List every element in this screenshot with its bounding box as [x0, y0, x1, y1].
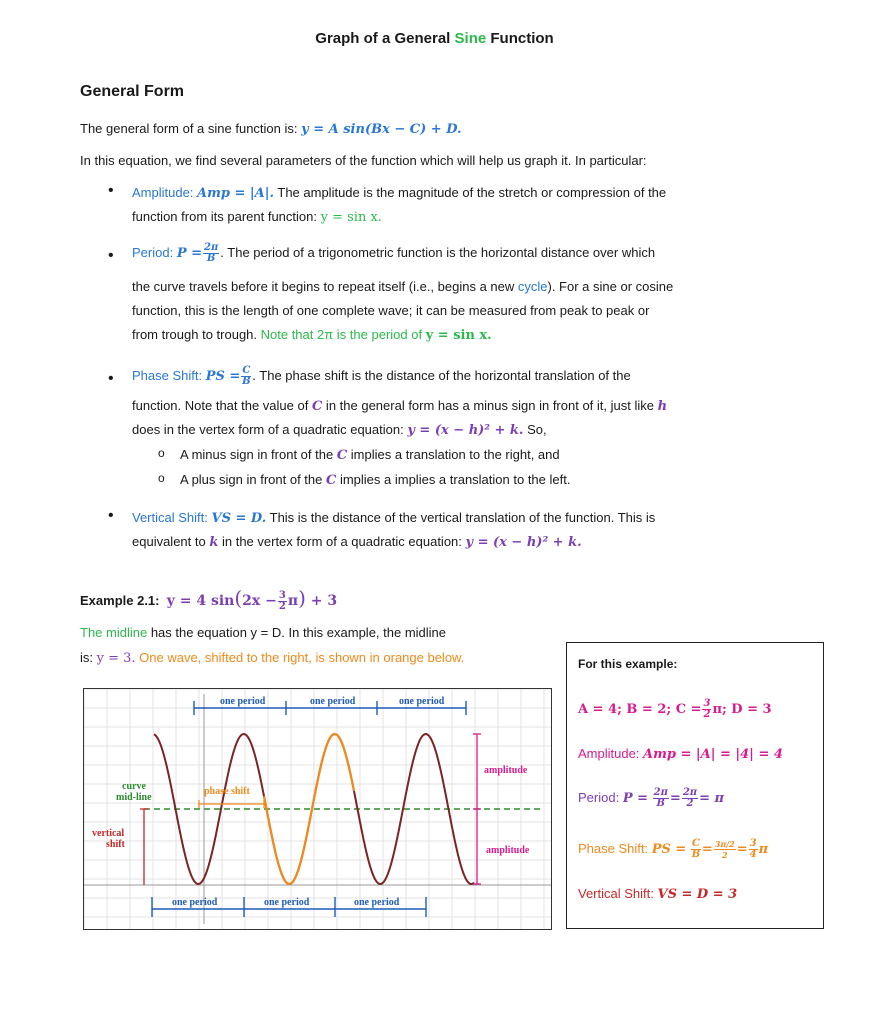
example-eq-d: + 3 — [310, 593, 338, 609]
box-per-frac1 — [653, 788, 669, 809]
vertical-k: k — [209, 535, 219, 550]
amplitude-text: The amplitude is the magnitude of the stretch or compression of the — [274, 185, 667, 200]
general-form-text: The general form of a sine function is: — [80, 121, 302, 136]
box-per-n1: 2π — [653, 787, 668, 798]
box-ps-res: π — [758, 841, 769, 857]
period-label: Period: — [132, 244, 177, 260]
period-label-bottom-2: one period — [264, 897, 310, 908]
period-den: B — [206, 253, 216, 264]
box-vs-label: Vertical Shift: — [578, 886, 658, 901]
box-amplitude — [578, 746, 783, 762]
phase-c: C — [311, 399, 323, 414]
example-eq-b: 2x − — [242, 593, 277, 609]
example-eq-den: 2 — [278, 600, 286, 612]
box-ps-d2: 2 — [721, 850, 728, 860]
phase-text-3b: So, — [523, 422, 547, 437]
box-amp-math: Amp = |A| = |4| = 4 — [643, 747, 783, 762]
midline-line-2 — [80, 650, 464, 666]
phase-sub1-a: A minus sign in front of the — [180, 447, 337, 462]
midline-a: The — [80, 625, 107, 640]
amplitude-line-2 — [132, 209, 382, 225]
sub-bullet: o — [158, 446, 165, 460]
amplitude-parent-text: function from its parent function: — [132, 209, 321, 224]
box-ps-d1: B — [691, 849, 701, 860]
phase-den: B — [242, 376, 251, 387]
period-fraction — [203, 243, 219, 264]
amplitude-formula: Amp = |A|. — [197, 186, 274, 201]
graph-svg — [84, 689, 551, 929]
box-values-den: 2 — [703, 709, 711, 720]
example-line — [80, 586, 337, 612]
phase-shift-line — [132, 366, 631, 387]
box-vs-math: VS = D = 3 — [657, 887, 738, 902]
period-formula: P = — [176, 245, 203, 261]
bullet-dot: • — [108, 507, 114, 524]
amplitude-label-lower: amplitude — [486, 845, 530, 856]
box-period — [578, 788, 724, 809]
box-per-d1: B — [656, 798, 665, 809]
box-ps-p: PS = — [651, 841, 687, 857]
phase-sub-1 — [180, 447, 560, 463]
period-label-bottom-3: one period — [354, 897, 400, 908]
title-sine: Sine — [454, 30, 487, 47]
sub-bullet: o — [158, 471, 165, 485]
vertical-shift-line-2 — [132, 534, 582, 550]
box-values-b: π; D = 3 — [712, 701, 772, 717]
period-text-2a: the curve travels before it begins to repeat itself (i.e., begins a new — [132, 279, 518, 294]
example-summary-box — [566, 642, 824, 929]
period-line-2 — [132, 279, 673, 294]
parameters-intro: In this equation, we find several parameters of the function which will help us graph it. In particular: — [80, 153, 647, 168]
phase-text-3a: does in the vertex form of a quadratic equation: — [132, 422, 408, 437]
example-label: Example 2.1: — [80, 593, 160, 608]
box-phase-shift: Phase Shift: PS = $\frac{C}{B}$ = $\frac{3\pi/2}{2}$ = $\frac{3}{4}$ π — [578, 838, 769, 860]
box-values-fraction — [702, 699, 711, 720]
box-ps-frac3 — [749, 839, 758, 860]
phase-shift-label: Phase Shift: — [132, 367, 206, 383]
period-note-equation: y = sin x. — [425, 328, 492, 343]
box-values-a: A = 4; B = 2; C = — [578, 701, 702, 717]
box-ps-d3: 4 — [749, 849, 757, 860]
general-form-heading: General Form — [80, 83, 185, 100]
phase-h: h — [657, 399, 668, 414]
curve-label: curve — [122, 781, 146, 792]
example-eq-num: 3 — [278, 589, 286, 601]
example-eq-pi: π — [287, 593, 299, 609]
example-eq-fraction — [278, 591, 287, 612]
phase-shift-line-2 — [132, 398, 667, 414]
box-per-label: Period: — [578, 789, 623, 805]
amplitude-parent-equation: y = sin x. — [320, 210, 382, 225]
title-suffix: Function — [486, 30, 554, 47]
bullet-dot: • — [108, 182, 114, 199]
vertical-vertex-equation: y = (x − h)² + k. — [465, 535, 582, 550]
orange-wave-note: One wave, shifted to the right, is shown in orange below. — [135, 650, 465, 665]
midline-word: midline — [106, 625, 148, 640]
box-ps-n1: C — [691, 838, 700, 849]
vertical-shift-text: This is the distance of the vertical translation of the function. This is — [266, 510, 656, 525]
phase-shift-fraction — [241, 366, 251, 387]
box-vertical-shift — [578, 886, 737, 902]
box-amp-label: Amplitude: — [578, 746, 644, 761]
midline-c: has the equation y = D. In this example, the midline — [147, 625, 447, 640]
phase-sub1-b: implies a translation to the right, and — [347, 447, 560, 462]
phase-sub2-a: A plus sign in front of the — [180, 472, 326, 487]
vertical-shift-formula: VS = D. — [211, 511, 267, 526]
box-per-frac2 — [682, 788, 698, 809]
amplitude-label-upper: amplitude — [484, 765, 528, 776]
sine-graph — [83, 688, 552, 930]
phase-num: C — [242, 365, 251, 376]
period-label-top-1: one period — [220, 696, 266, 707]
box-ps-frac2 — [714, 839, 736, 860]
period-label-top-2: one period — [310, 696, 356, 707]
period-text: . The period of a trigonometric function is the horizontal distance over which — [220, 244, 656, 260]
vertical-text-2a: equivalent to — [132, 534, 210, 549]
phase-shift-graph-label: phase shift — [204, 786, 250, 797]
box-per-p: P = — [622, 790, 649, 806]
box-ps-n2: 3π/2 — [714, 839, 735, 849]
box-values — [578, 699, 772, 720]
amplitude-line — [132, 185, 666, 201]
bullet-dot: • — [108, 247, 114, 264]
period-label-top-3: one period — [399, 696, 445, 707]
general-form-equation: y = A sin(Bx − C) + D. — [301, 122, 462, 137]
box-per-d2: 2 — [686, 798, 694, 809]
phase-shift-text: . The phase shift is the distance of the horizontal translation of the — [252, 367, 631, 383]
phase-sub1-c: C — [336, 448, 348, 463]
title-prefix: Graph of a General — [315, 30, 455, 47]
bullet-dot: • — [108, 370, 114, 387]
box-heading: For this example: — [578, 657, 678, 671]
vertical-shift-line — [132, 510, 655, 526]
box-ps-n3: 3 — [749, 838, 757, 849]
midline-line-1 — [80, 625, 446, 640]
period-label-bottom-1: one period — [172, 897, 218, 908]
period-line — [132, 243, 655, 264]
general-form-line — [80, 121, 462, 137]
period-num: 2π — [204, 242, 219, 253]
midline-is: is: — [80, 650, 97, 665]
box-ps-frac1 — [691, 839, 701, 860]
box-values-num: 3 — [703, 698, 711, 709]
phase-shift-formula: PS = — [205, 368, 241, 384]
vertical-label: vertical — [92, 828, 125, 839]
page-title — [0, 30, 869, 47]
vertex-form-equation: y = (x − h)² + k. — [407, 423, 524, 438]
phase-text-2a: function. Note that the value of — [132, 398, 312, 413]
phase-shift-line-3 — [132, 422, 547, 438]
example-equation: y = 4 sin(2x − $\frac{3}{2}$ π) + 3 — [166, 586, 338, 612]
box-per-n2: 2π — [682, 787, 698, 798]
phase-sub-2 — [180, 472, 570, 488]
shift-label: shift — [106, 839, 125, 850]
phase-text-2b: in the general form has a minus sign in front of it, just like — [322, 398, 658, 413]
amplitude-label: Amplitude: — [132, 185, 198, 200]
midline-label: mid-line — [116, 792, 152, 803]
example-eq-a: y = 4 sin — [166, 593, 235, 609]
period-line-4 — [132, 327, 492, 343]
cycle-link: cycle — [517, 279, 548, 294]
period-text-2b: ). For a sine or cosine — [547, 279, 674, 294]
phase-sub2-b: implies a implies a translation to the left. — [336, 472, 571, 487]
vertical-shift-label: Vertical Shift: — [132, 510, 212, 525]
box-ps-label: Phase Shift: — [578, 840, 652, 856]
box-per-eq: = — [669, 790, 681, 806]
period-note: Note that 2π is the period of — [260, 327, 426, 342]
midline-equation: y = 3. — [96, 651, 136, 666]
vertical-text-2b: in the vertex form of a quadratic equation: — [218, 534, 466, 549]
phase-sub2-c: C — [325, 473, 337, 488]
box-per-res: = π — [699, 790, 725, 806]
period-text-4a: from trough to trough. — [132, 327, 261, 342]
period-line-3: function, this is the length of one complete wave; it can be measured from peak to peak or — [132, 303, 650, 318]
